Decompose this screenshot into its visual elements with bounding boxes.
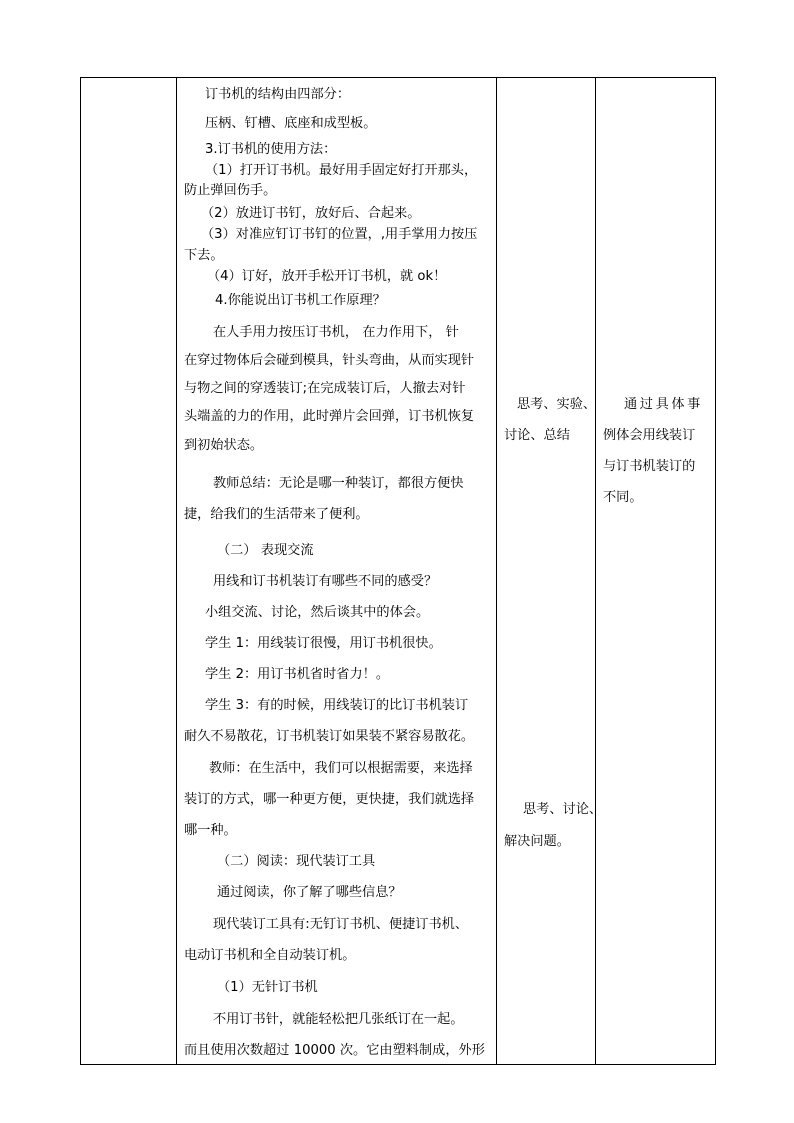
content-line: 而且使用次数超过 10000 次。它由塑料制成，外形 (184, 1043, 485, 1058)
content-line: 哪一种。 (184, 823, 237, 838)
student-activity-text: 讨论、总结 (504, 428, 570, 443)
content-line: 现代装订工具有:无钉订书机、便捷订书机、 (213, 917, 469, 932)
content-line: 教师：在生活中，我们可以根据需要，来选择 (209, 761, 473, 776)
content-line: 3.订书机的使用方法： (205, 142, 337, 157)
design-intent-text: 例体会用线装订 (603, 428, 696, 443)
content-line: 4.你能说出订书机工作原理？ (215, 293, 386, 308)
content-line: 与物之间的穿透装订;在完成装订后，人撤去对针 (184, 381, 466, 396)
content-line: 装订的方式，哪一种更方便，更快捷，我们就选择 (184, 792, 475, 807)
content-line: 捷，给我们的生活带来了便利。 (184, 507, 369, 522)
content-line: （二）阅读：现代装订工具 (217, 854, 376, 869)
design-intent-cell (596, 78, 716, 1065)
content-line: 通过阅读，你了解了哪些信息？ (217, 885, 402, 900)
content-line: 到初始状态。 (184, 438, 264, 453)
content-line: 在人手用力按压订书机， 在力作用下， 针 (213, 325, 459, 340)
content-line: 学生 3：有的时候，用线装订的比订书机装订 (205, 698, 469, 713)
content-line: （4）订好，放开手松开订书机，就 ok！ (207, 269, 447, 284)
content-line: （1）打开订书机。最好用手固定好打开那头， (205, 163, 478, 178)
content-line: 学生 1：用线装订很慢，用订书机很快。 (205, 636, 442, 651)
design-intent-text: 与订书机装订的 (603, 459, 696, 474)
content-line: 头端盖的力的作用，此时弹片会回弹，订书机恢复 (184, 409, 475, 424)
student-activity-text: 思考、讨论、 (523, 802, 603, 817)
student-activity-text: 思考、实验、 (517, 397, 597, 412)
content-line: 学生 2：用订书机省时省力！。 (205, 667, 390, 682)
content-line: 教师总结：无论是哪一种装订，都很方便快 (213, 476, 464, 491)
content-line: （1）无针订书机 (217, 980, 318, 995)
content-line: 防止弹回伤手。 (184, 183, 277, 198)
table-row (81, 78, 716, 1065)
design-intent-text: 通过具体事 (624, 397, 703, 412)
content-line: 电动订书机和全自动装订机。 (184, 948, 356, 963)
teaching-content-cell (177, 78, 497, 1065)
content-line: （2）放进订书钉，放好后、合起来。 (201, 206, 421, 221)
content-line: 用线和订书机装订有哪些不同的感受？ (213, 574, 438, 589)
blank-column-cell (81, 78, 177, 1065)
content-line: （3）对准应钉订书钉的位置，,用手掌用力按压 (201, 227, 478, 242)
content-line: 在穿过物体后会碰到模具，针头弯曲，从而实现针 (184, 353, 475, 368)
design-intent-text: 不同。 (603, 490, 643, 505)
content-line: （二） 表现交流 (217, 543, 314, 558)
lesson-plan-table (80, 77, 716, 1065)
content-line: 小组交流、讨论，然后谈其中的体会。 (205, 605, 430, 620)
content-line: 耐久不易散花，订书机装订如果装不紧容易散花。 (184, 729, 475, 744)
content-line: 订书机的结构由四部分： (205, 87, 351, 102)
student-activity-cell (497, 78, 603, 1065)
content-line: 不用订书针，就能轻松把几张纸订在一起。 (213, 1012, 464, 1027)
content-line: 压柄、钉槽、底座和成型板。 (205, 116, 377, 131)
student-activity-text: 解决问题。 (504, 834, 570, 849)
content-line: 下去。 (184, 248, 224, 263)
